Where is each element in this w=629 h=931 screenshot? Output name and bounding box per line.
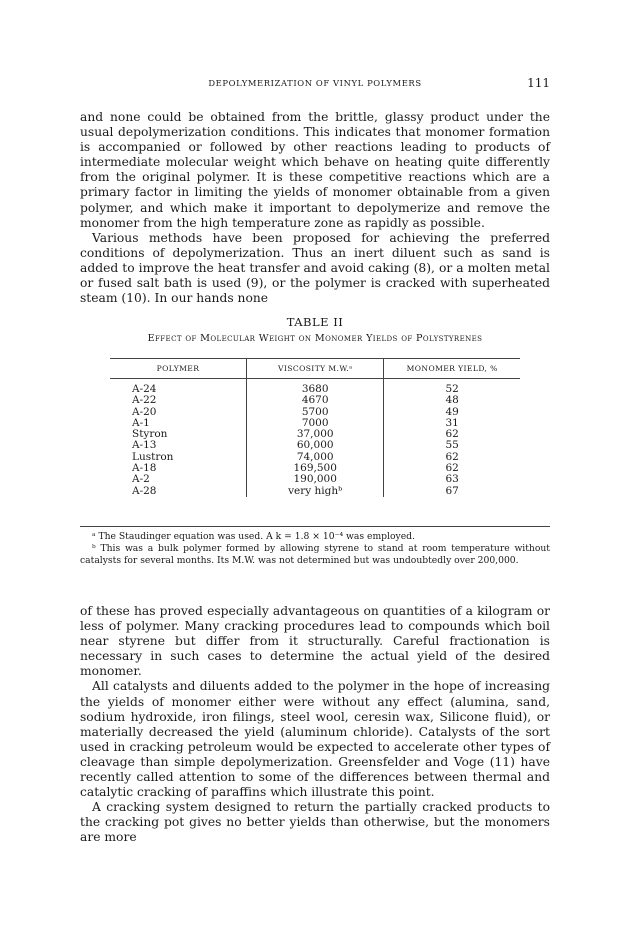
data-table	[110, 358, 520, 497]
cell-viscosity: 7000	[246, 418, 383, 429]
paragraph: of these has proved especially advantageous on quantities of a kilogram or less of polymer. Many cracking procedures lead to compounds which boil near styrene but differ from it structurally. Careful fractionation is necessary in such cases to determine the actual yield of the desired monomer.	[80, 604, 550, 679]
cell-viscosity: 60,000	[246, 440, 383, 451]
cell-viscosity: very highᵇ	[246, 486, 383, 497]
column-header-yield: MONOMER YIELD, %	[384, 359, 520, 379]
table-footnotes	[80, 526, 550, 567]
running-title: DEPOLYMERIZATION OF VINYL POLYMERS	[208, 78, 422, 88]
cell-yield: 62	[445, 450, 459, 463]
cell-yield: 67	[445, 484, 459, 497]
table-caption: Effect of Molecular Weight on Monomer Yields of Polystyrenes	[147, 333, 483, 344]
paragraph: Various methods have been proposed for achieving the preferred conditions of depolymerization. Thus an inert diluent such as sand is added to improve the heat transfer and avoid caking (8), or a molten metal or fused salt bath is used (9), or the polymer is cracked with superheated steam (10). In our hands none	[80, 230, 550, 306]
body-text-top	[80, 110, 550, 306]
paragraph: All catalysts and diluents added to the polymer in the hope of increasing the yields of monomer either were without any effect (alumina, sand, sodium hydroxide, iron filings, steel wool, ceresin wax, Silicone fluid), or materially decreased the yield (aluminum chloride). Catalysts of the sort used in cracking petroleum would be expected to accelerate other types of cleavage than simple depolymerization. Greensfelder and Voge (11) have recently called attention to some of the differences between thermal and catalytic cracking of paraffins which illustrate this point.	[80, 679, 550, 800]
cell-yield: 49	[445, 405, 459, 418]
cell-polymer: A-1	[132, 416, 150, 429]
table-row	[110, 379, 520, 396]
table-header-row	[110, 359, 520, 379]
footnote-b: ᵇ This was a bulk polymer formed by allowing styrene to stand at room temperature without catalysts for several months. Its M.W. was not determined but was undoubtedly over 200,000.	[80, 543, 550, 566]
cell-polymer: A-18	[132, 462, 157, 475]
cell-yield: 52	[445, 383, 459, 395]
cell-yield: 62	[445, 462, 459, 475]
table-row	[110, 474, 520, 485]
paragraph: A cracking system designed to return the partially cracked products to the cracking pot gives no better yields than otherwise, but the monomers are more	[80, 800, 550, 845]
cell-polymer: A-2	[132, 473, 150, 486]
column-header-viscosity: VISCOSITY M.W.ᵃ	[246, 359, 383, 379]
cell-viscosity: 4670	[246, 395, 383, 406]
cell-yield: 31	[445, 416, 459, 429]
cell-yield: 48	[445, 394, 459, 407]
cell-yield: 63	[445, 473, 459, 486]
footnote-a: ᵃ The Staudinger equation was used. A k = 1.8 × 10⁻⁴ was employed.	[92, 531, 415, 542]
cell-polymer: A-20	[132, 405, 157, 418]
cell-polymer: A-24	[132, 383, 157, 395]
cell-viscosity: 74,000	[246, 452, 383, 463]
cell-polymer: A-22	[132, 394, 157, 407]
column-header-polymer: POLYMER	[110, 359, 246, 379]
cell-viscosity: 3680	[246, 379, 383, 396]
cell-yield: 62	[445, 428, 459, 441]
cell-viscosity: 190,000	[246, 474, 383, 485]
cell-polymer: A-13	[132, 439, 157, 452]
running-header	[80, 77, 550, 91]
cell-yield: 55	[445, 439, 459, 452]
table-body	[110, 379, 520, 497]
cell-polymer: A-28	[132, 484, 157, 497]
table-row	[110, 486, 520, 497]
page-number: 111	[527, 76, 550, 90]
cell-viscosity: 5700	[246, 407, 383, 418]
paragraph: and none could be obtained from the brittle, glassy product under the usual depolymerization conditions. This indicates that monomer formation is accompanied or followed by other reactions leading to products of intermediate molecular weight which behave on heating quite differently from the original polymer. It is these competitive reactions which are a primary factor in limiting the yields of monomer obtainable from a given polymer, and which make it important to depolymerize and remove the monomer from the high temperature zone as rapidly as possible.	[80, 110, 550, 230]
table-row	[110, 395, 520, 406]
cell-polymer: Lustron	[132, 450, 174, 463]
body-text-bottom	[80, 604, 550, 846]
cell-viscosity: 169,500	[246, 463, 383, 474]
table-label: TABLE II	[286, 315, 344, 329]
cell-viscosity: 37,000	[246, 429, 383, 440]
cell-polymer: Styron	[132, 428, 168, 441]
